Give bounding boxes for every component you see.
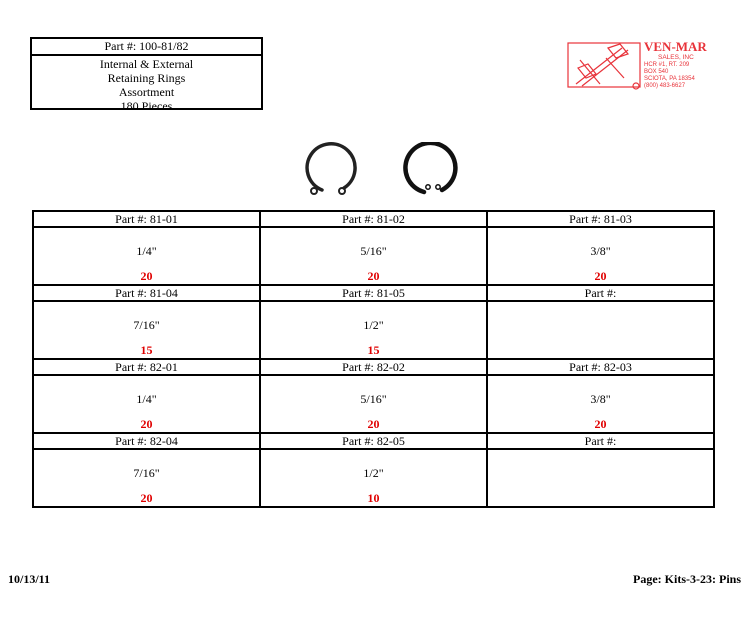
internal-ring-icon [307, 144, 355, 194]
logo-address-line: HCR #1, RT. 209 [644, 62, 690, 68]
part-label-row [33, 433, 714, 449]
part-detail-row [33, 449, 714, 507]
part-cell [33, 375, 260, 433]
logo-address-line: SCIOTA, PA 18354 [644, 76, 695, 82]
kit-part-number: Part #: 100-81/82 [32, 39, 261, 56]
part-label: Part #: [487, 433, 714, 449]
part-cell [33, 301, 260, 359]
part-size: 5/16" [360, 392, 387, 406]
part-cell [260, 449, 487, 507]
part-size: 7/16" [133, 318, 160, 332]
part-label-row [33, 285, 714, 301]
part-quantity: 20 [140, 269, 153, 283]
kit-description-line: 180 Pieces [120, 99, 173, 113]
logo-company: VEN-MAR [644, 40, 707, 54]
logo-subtitle: SALES, INC [658, 54, 694, 61]
part-cell [260, 227, 487, 285]
external-ring-icon [405, 143, 455, 192]
footer-date: 10/13/11 [8, 572, 51, 586]
part-quantity: 20 [594, 417, 607, 431]
part-cell [487, 301, 714, 359]
part-quantity: 20 [594, 269, 607, 283]
part-label: Part #: 81-01 [33, 211, 260, 227]
part-cell [487, 227, 714, 285]
part-label: Part #: 81-04 [33, 285, 260, 301]
part-label: Part #: 81-05 [260, 285, 487, 301]
part-cell [33, 449, 260, 507]
part-label-row [33, 211, 714, 227]
ven-mar-logo [566, 40, 744, 92]
part-quantity: 10 [367, 491, 380, 505]
part-size: 1/4" [136, 392, 157, 406]
kit-description-line: Retaining Rings [107, 71, 186, 85]
kit-header-box [30, 37, 263, 113]
part-label: Part #: 82-04 [33, 433, 260, 449]
part-size: 5/16" [360, 244, 387, 258]
part-quantity: 15 [367, 343, 380, 357]
part-quantity: 15 [140, 343, 153, 357]
part-cell [487, 449, 714, 507]
part-label: Part #: 81-03 [487, 211, 714, 227]
part-size: 1/2" [363, 466, 384, 480]
part-size: 1/4" [136, 244, 157, 258]
part-label: Part #: 82-01 [33, 359, 260, 375]
part-detail-row [33, 301, 714, 359]
part-label: Part #: [487, 285, 714, 301]
part-detail-row [33, 227, 714, 285]
part-label-row [33, 359, 714, 375]
part-cell [33, 227, 260, 285]
part-quantity: 20 [367, 269, 380, 283]
logo-address-line: (800) 483-6627 [644, 83, 686, 89]
part-label: Part #: 82-03 [487, 359, 714, 375]
part-cell [487, 375, 714, 433]
part-quantity: 20 [140, 417, 153, 431]
part-quantity: 20 [140, 491, 153, 505]
logo-address-line: BOX 540 [644, 69, 669, 75]
kit-description [32, 56, 261, 113]
part-size: 3/8" [590, 392, 611, 406]
part-size: 1/2" [363, 318, 384, 332]
bolt-graphic-icon [568, 43, 640, 89]
part-cell [260, 375, 487, 433]
kit-description-line: Assortment [118, 85, 175, 99]
part-label: Part #: 82-02 [260, 359, 487, 375]
kit-description-line: Internal & External [99, 57, 194, 71]
part-detail-row [33, 375, 714, 433]
part-label: Part #: 82-05 [260, 433, 487, 449]
part-size: 3/8" [590, 244, 611, 258]
part-quantity: 20 [367, 417, 380, 431]
footer-page-label: Page: Kits-3-23: Pins [633, 572, 741, 586]
retaining-rings-image [292, 142, 462, 200]
part-label: Part #: 81-02 [260, 211, 487, 227]
part-size: 7/16" [133, 466, 160, 480]
part-cell [260, 301, 487, 359]
parts-grid [32, 210, 715, 508]
